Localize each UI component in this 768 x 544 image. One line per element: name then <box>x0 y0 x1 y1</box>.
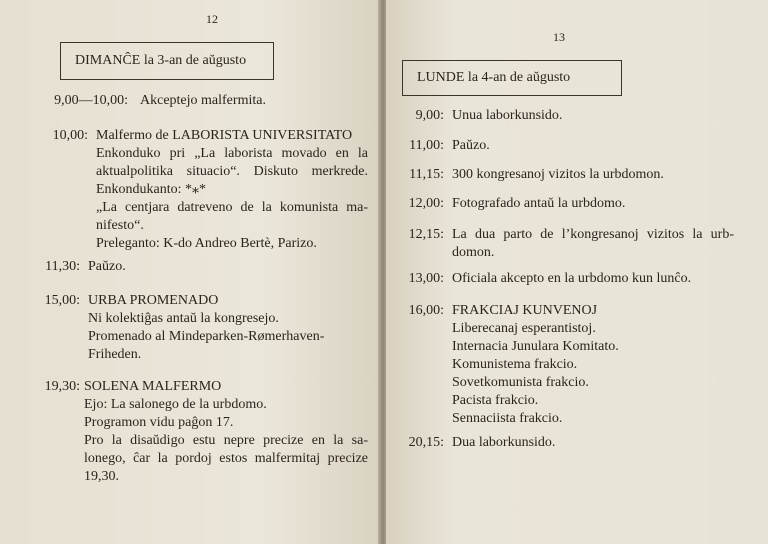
entry-line: Paŭzo. <box>452 138 490 153</box>
entry-line: Liberecanaj esperantistoj. <box>452 321 596 336</box>
entry-time: 16,00: <box>408 303 444 318</box>
entry-line: FRAKCIAJ KUNVENOJ <box>452 303 598 318</box>
entry-line: URBA PROMENADO <box>88 293 219 308</box>
entry-line: Ejo: La salonego de la urbdomo. <box>84 397 267 412</box>
entry-content <box>452 434 555 452</box>
entry-content <box>452 302 619 428</box>
entry-content <box>452 270 691 288</box>
entry-line: Dua laborkunsido. <box>452 435 556 450</box>
entry-line: Internacia Junulara Komitato. <box>452 339 619 354</box>
entry-time: 20,15: <box>408 435 444 450</box>
entry-line: „La centjara datreveno de la komunista ma- <box>96 200 368 215</box>
page-number: 13 <box>553 30 565 44</box>
page-number: 12 <box>206 12 218 26</box>
entry-time: 9,00: <box>415 108 444 123</box>
entry-line: Friheden. <box>88 347 142 362</box>
entry-content <box>452 137 490 155</box>
entry-line: SOLENA MALFERMO <box>84 379 222 394</box>
entry-time: 11,30: <box>45 259 80 274</box>
entry-content <box>88 258 126 276</box>
entry-line: 300 kongresanoj vizitos la urbdomon. <box>452 167 664 182</box>
entry-time: 9,00—10,00: <box>54 93 128 108</box>
entry-line: Akceptejo malfermita. <box>140 93 266 108</box>
entry-line: Oficiala akcepto en la urbdomo kun lunĉo. <box>452 271 692 286</box>
entry-time: 15,00: <box>44 293 80 308</box>
entry-content <box>452 166 664 184</box>
entry-line: aktualpolitika situacio“. Diskuto merkrede. <box>96 164 368 179</box>
entry-line: Promenado al Mindeparken-Rømerhaven- <box>88 329 325 344</box>
entry-line: Paŭzo. <box>88 259 126 274</box>
entry-line: nifesto“. <box>96 218 144 233</box>
day-heading: DIMANĈE la 3-an de aŭgusto <box>75 53 247 68</box>
entry-line: 19,30. <box>84 469 119 484</box>
entry-line: Enkondukanto: *⁎* <box>96 182 207 197</box>
entry-line: Programon vidu paĝon 17. <box>84 415 234 430</box>
entry-line: La dua parto de l’kongresanoj vizitos la urb- <box>452 227 734 242</box>
entry-content <box>452 195 625 213</box>
day-heading: LUNDE la 4-an de aŭgusto <box>417 70 571 85</box>
day-heading-box <box>60 42 274 80</box>
entry-time: 11,15: <box>409 167 444 182</box>
entry-time: 12,00: <box>408 196 444 211</box>
entry-line: Komunistema frakcio. <box>452 357 578 372</box>
entry-time: 19,30: <box>44 379 80 394</box>
entry-line: Fotografado antaŭ la urbdomo. <box>452 196 626 211</box>
entry-line: Enkonduko pri „La laborista movado en la <box>96 146 368 161</box>
entry-line: Pro la disaŭdigo estu nepre precize en la sa- <box>84 433 368 448</box>
entry-content <box>452 107 562 125</box>
entry-time: 13,00: <box>408 271 444 286</box>
entry-content <box>140 92 266 110</box>
entry-line: Pacista frakcio. <box>452 393 539 408</box>
entry-content <box>84 378 368 486</box>
entry-line: Ni kolektiĝas antaŭ la kongresejo. <box>88 311 279 326</box>
entry-line: Malfermo de LABORISTA UNIVERSITATO <box>96 128 353 143</box>
entry-time: 11,00: <box>409 138 444 153</box>
entry-content <box>452 226 734 262</box>
day-heading-box <box>402 60 622 96</box>
left-page <box>0 0 380 544</box>
entry-line: domon. <box>452 245 495 260</box>
entry-line: Unua laborkunsido. <box>452 108 563 123</box>
entry-line: lonego, ĉar la pordoj estos malfermitaj precize <box>84 451 368 466</box>
entry-line: Preleganto: K-do Andreo Bertè, Parizo. <box>96 236 317 251</box>
entry-content <box>96 127 368 253</box>
entry-line: Sovetkomunista frakcio. <box>452 375 589 390</box>
right-page <box>386 0 768 544</box>
entry-content <box>88 292 324 364</box>
entry-time: 12,15: <box>408 227 444 242</box>
entry-time: 10,00: <box>52 128 88 143</box>
entry-line: Sennaciista frakcio. <box>452 411 563 426</box>
